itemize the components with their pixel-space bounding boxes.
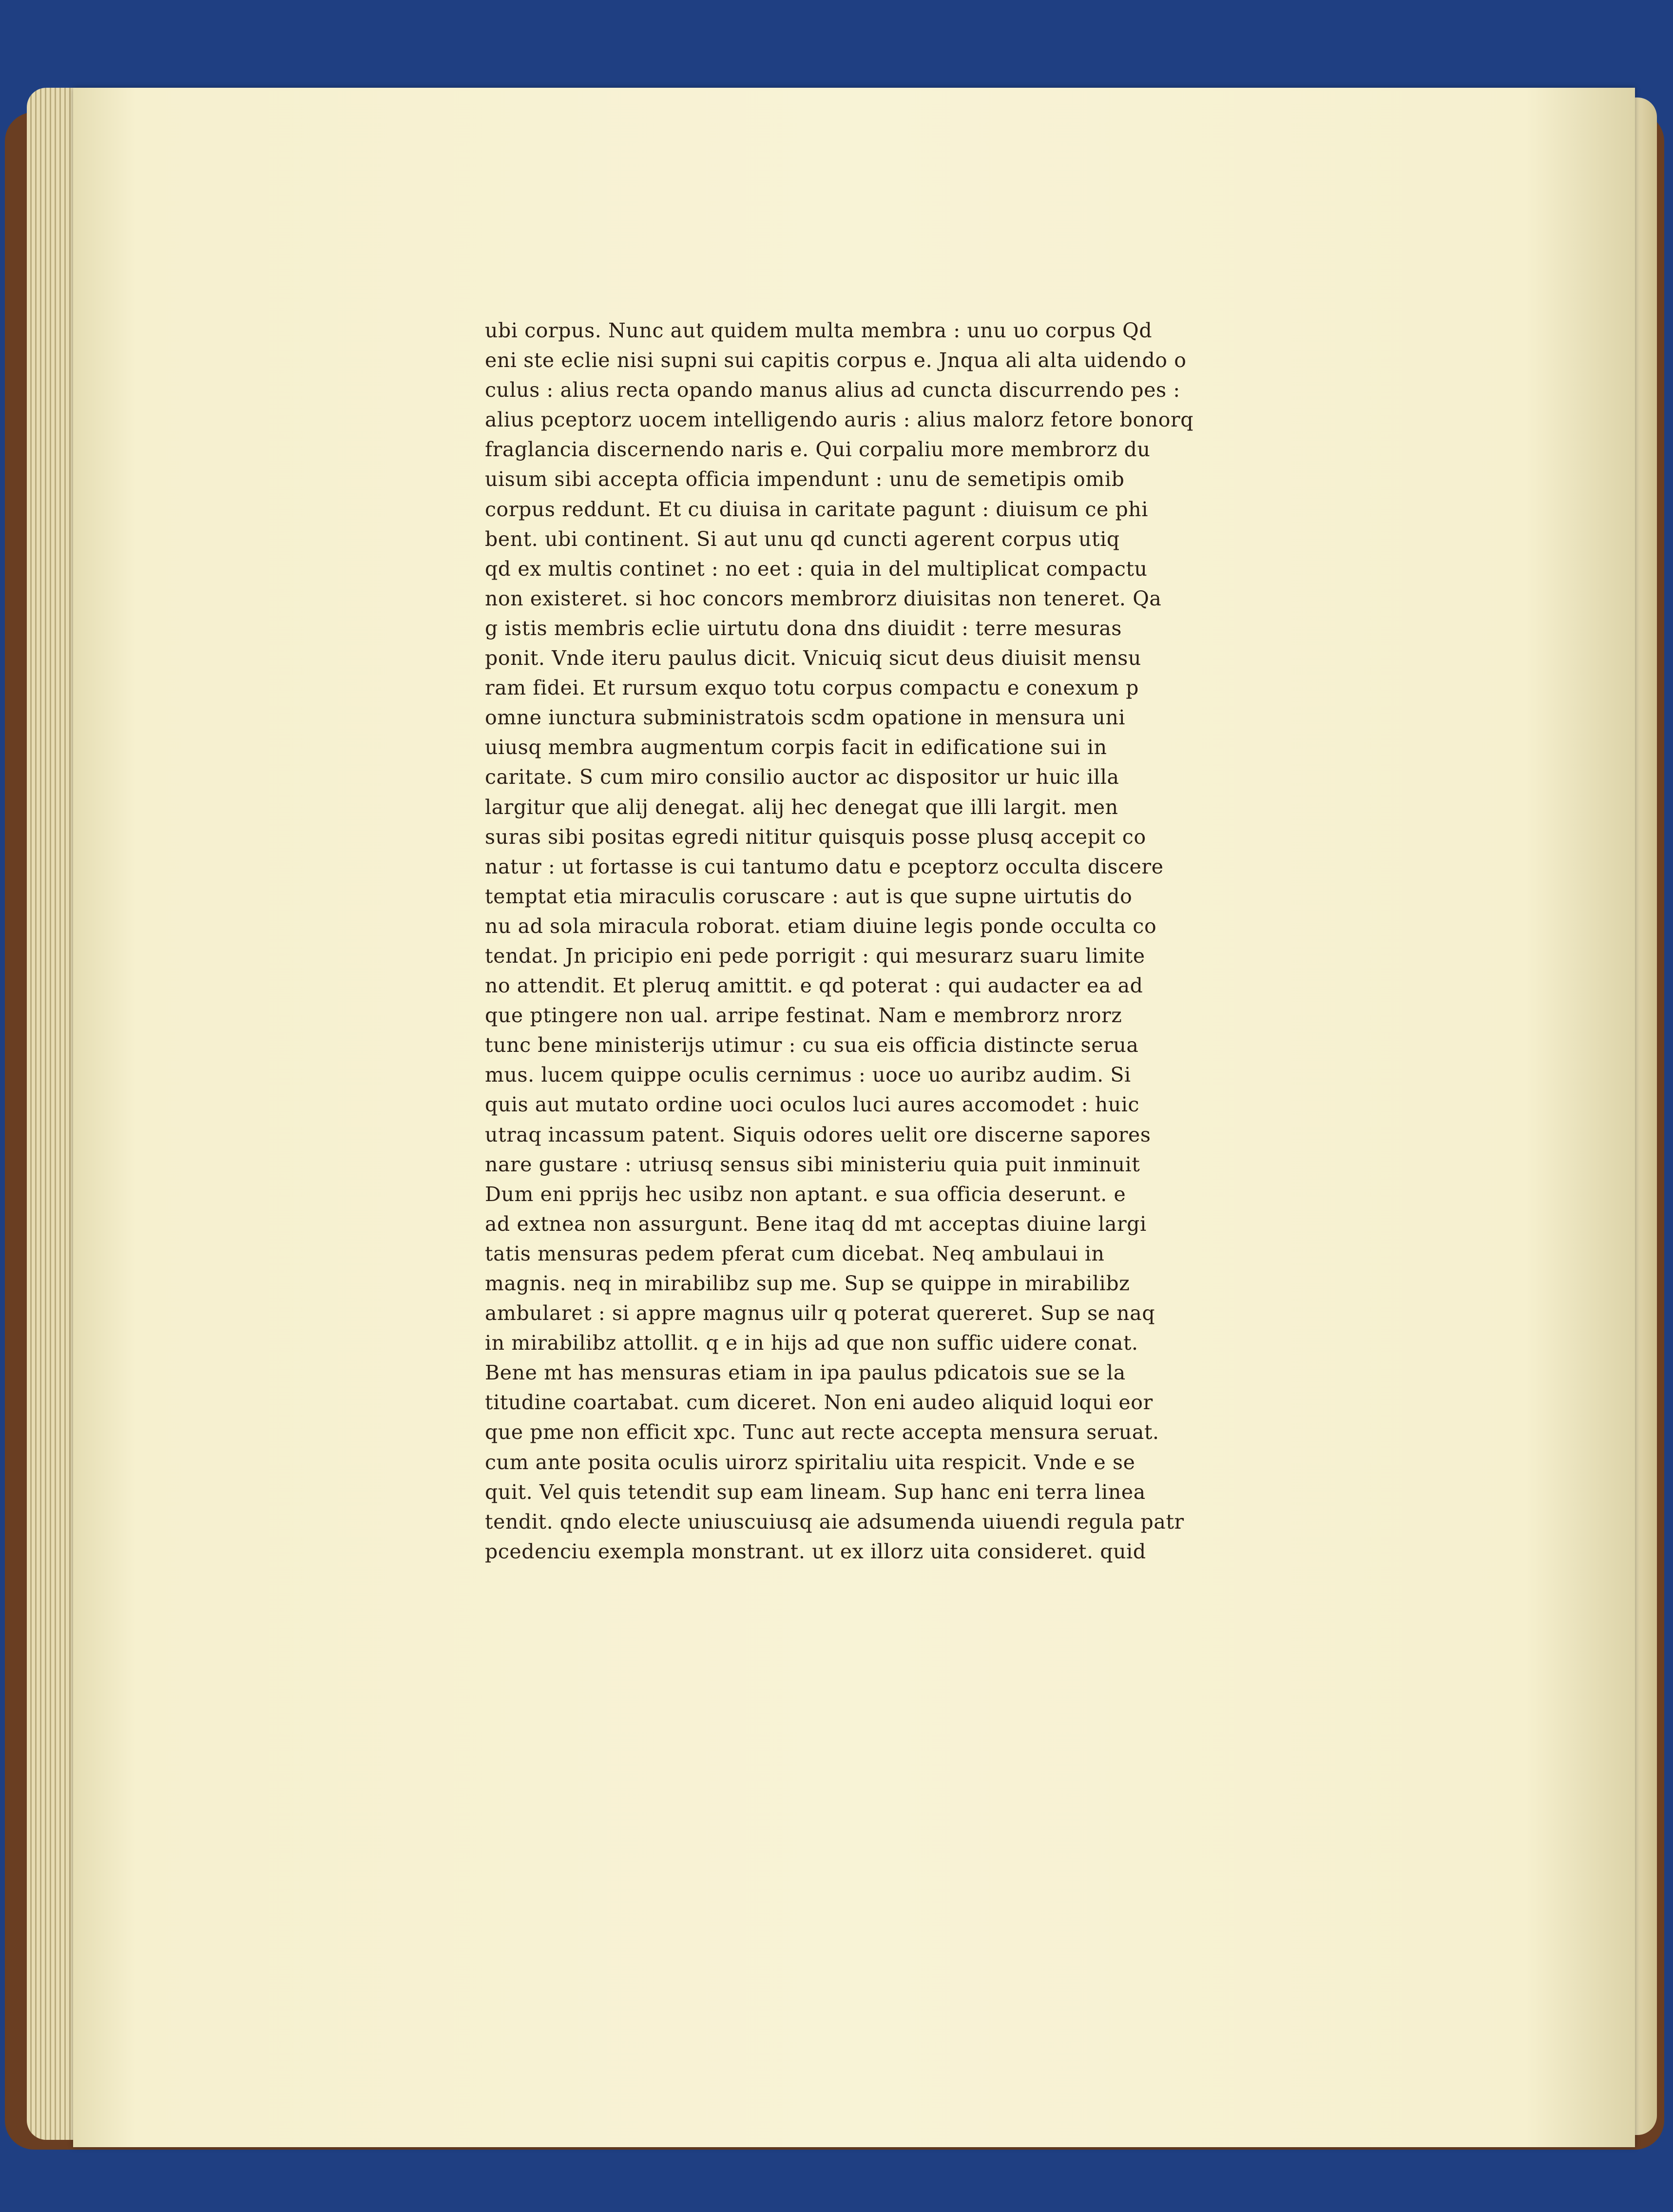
text-line: quit. Vel quis tetendit sup eam lineam. Sup hanc eni terra linea xyxy=(485,1480,1146,1504)
text-line: culus : alius recta opando manus alius ad cuncta discurrendo pes : xyxy=(485,378,1180,402)
text-line: tendit. qndo electe uniuscuiusq aie adsumenda uiuendi regula patr xyxy=(485,1510,1184,1533)
text-line: mus. lucem quippe oculis cernimus : uoce uo auribz audim. Si xyxy=(485,1063,1131,1087)
text-line: natur : ut fortasse is cui tantumo datu e pceptorz occulta discere xyxy=(485,854,1164,878)
text-line: no attendit. Et pleruq amittit. e qd poterat : qui audacter ea ad xyxy=(485,974,1143,998)
text-line: non existeret. si hoc concors membrorz diuisitas non teneret. Qa xyxy=(485,586,1162,610)
text-line: titudine coartabat. cum diceret. Non eni audeo aliquid loqui eor xyxy=(485,1391,1153,1415)
text-line: g istis membris eclie uirtutu dona dns diuidit : terre mesuras xyxy=(485,616,1122,640)
text-line: tatis mensuras pedem pferat cum dicebat. Neq ambulaui in xyxy=(485,1242,1105,1265)
text-line: uiusq membra augmentum corpis facit in edificatione sui in xyxy=(485,736,1107,759)
text-line: ad extnea non assurgunt. Bene itaq dd mt acceptas diuine largi xyxy=(485,1212,1147,1236)
text-line: ponit. Vnde iteru paulus dicit. Vnicuiq sicut deus diuisit mensu xyxy=(485,646,1141,670)
text-line: tendat. Jn pricipio eni pede porrigit : qui mesurarz suaru limite xyxy=(485,944,1145,968)
text-line: suras sibi positas egredi nititur quisquis posse plusq accepit co xyxy=(485,825,1146,849)
text-line: magnis. neq in mirabilibz sup me. Sup se quippe in mirabilibz xyxy=(485,1272,1130,1295)
text-line: largitur que alij denegat. alij hec denegat que illi largit. men xyxy=(485,795,1118,819)
text-line: qd ex multis continet : no eet : quia in del multiplicat compactu xyxy=(485,557,1148,581)
text-line: caritate. S cum miro consilio auctor ac dispositor ur huic illa xyxy=(485,765,1119,789)
text-line: temptat etia miraculis coruscare : aut is que supne uirtutis do xyxy=(485,884,1133,908)
text-line: utraq incassum patent. Siquis odores uelit ore discerne sapores xyxy=(485,1123,1151,1146)
text-line: pcedenciu exempla monstrant. ut ex illorz uita consideret. quid xyxy=(485,1539,1146,1563)
text-line: que pme non efficit xpc. Tunc aut recte accepta mensura seruat. xyxy=(485,1420,1159,1444)
text-line: ambularet : si appre magnus uilr q poterat quereret. Sup se naq xyxy=(485,1301,1155,1325)
text-line: fraglancia discernendo naris e. Qui corpaliu more membrorz du xyxy=(485,438,1151,462)
text-line: nare gustare : utriusq sensus sibi ministeriu quia puit inminuit xyxy=(485,1152,1140,1176)
text-line: cum ante posita oculis uirorz spiritaliu uita respicit. Vnde e se xyxy=(485,1450,1135,1474)
text-line: alius pceptorz uocem intelligendo auris : alius malorz fetore bonorq xyxy=(485,408,1194,432)
text-line: quis aut mutato ordine uoci oculos luci aures accomodet : huic xyxy=(485,1093,1140,1117)
text-line: que ptingere non ual. arripe festinat. Nam e membrorz nrorz xyxy=(485,1004,1122,1028)
text-line: Dum eni pprijs hec usibz non aptant. e sua officia deserunt. e xyxy=(485,1182,1126,1206)
text-line: omne iunctura subministratois scdm opatione in mensura uni xyxy=(485,706,1126,730)
text-line: Bene mt has mensuras etiam in ipa paulus pdicatois sue se la xyxy=(485,1361,1126,1385)
text-block xyxy=(485,316,1474,1567)
text-line: tunc bene ministerijs utimur : cu sua eis officia distincte serua xyxy=(485,1033,1139,1057)
text-line: nu ad sola miracula roborat. etiam diuine legis ponde occulta co xyxy=(485,914,1157,938)
text-line: bent. ubi continent. Si aut unu qd cuncti agerent corpus utiq xyxy=(485,527,1120,551)
text-line: ram fidei. Et rursum exquo totu corpus compactu e conexum p xyxy=(485,676,1139,700)
text-line: in mirabilibz attollit. q e in hijs ad que non suffic uidere conat. xyxy=(485,1331,1138,1355)
text-line: uisum sibi accepta officia impendunt : unu de semetipis omib xyxy=(485,467,1125,491)
text-line: eni ste eclie nisi supni sui capitis corpus e. Jnqua ali alta uidendo o xyxy=(485,349,1187,372)
text-line: corpus reddunt. Et cu diuisa in caritate pagunt : diuisum ce phi xyxy=(485,497,1149,521)
text-line: ubi corpus. Nunc aut quidem multa membra : unu uo corpus Qd xyxy=(485,319,1153,342)
